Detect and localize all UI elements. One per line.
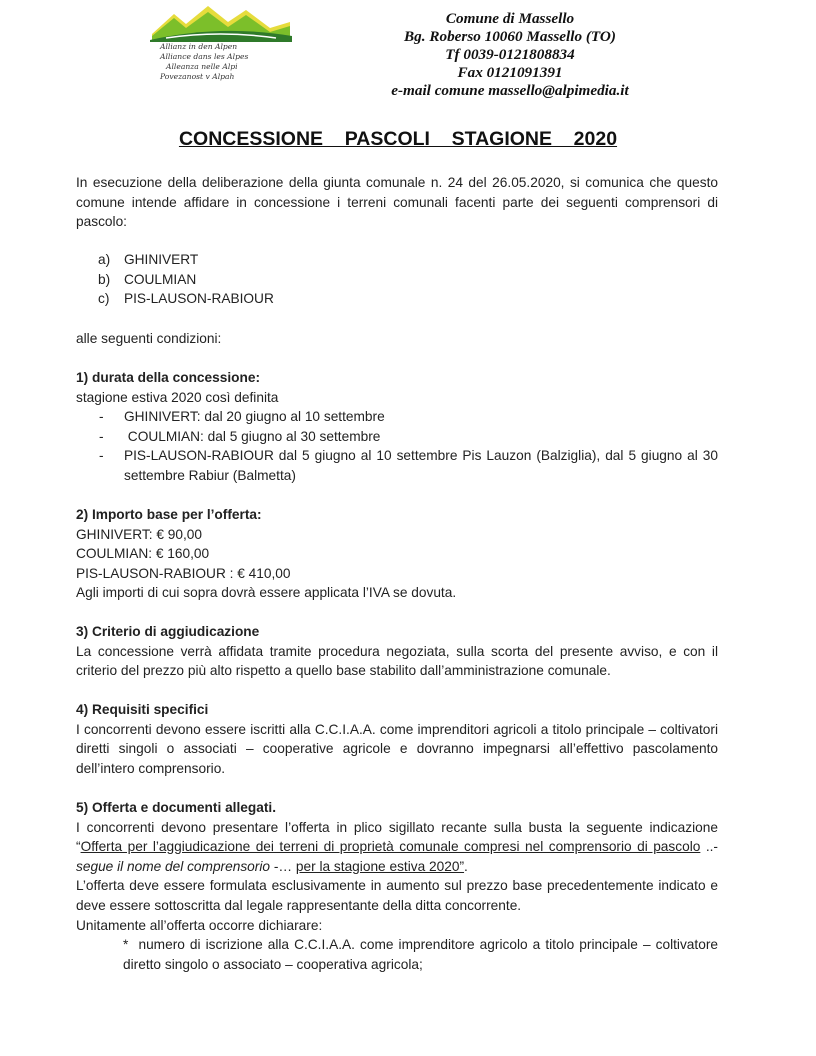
municipality-header [360,10,660,100]
declaration-item: * numero di iscrizione alla C.C.I.A.A. come imprenditore agricolo a titolo principale – coltivatore diretto singolo o associato – cooperativa agricola; [123,937,719,972]
intro-paragraph: In esecuzione della deliberazione della giunta comunale n. 24 del 26.05.2020, si comunica che questo comune intende affidare in concessione i terreni comunali facenti parte dei seguenti comprensori di pascolo: [76,175,718,230]
document-title: CONCESSIONE PASCOLI STAGIONE 2020 [178,128,618,150]
section-text: I concorrenti devono essere iscritti alla C.C.I.A.A. come imprenditori agricoli a titolo principale – coltivatori diretti singoli o associati – cooperative agricole e dovranno impegnarsi all’effettivo pascolamento dell’intero comprensorio. [76,721,718,776]
section-heading: 2) Importo base per l’offerta: [76,507,262,522]
municipality-address: Bg. Roberso 10060 Massello (TO) [404,28,616,45]
section-3 [76,622,718,681]
alps-logo-icon [146,0,296,42]
municipality-name: Comune di Massello [445,10,575,27]
vat-note: Agli importi di cui sopra dovrà essere applicata l’IVA se dovuta. [76,585,457,601]
municipality-phone: Tf 0039-0121808834 [445,46,575,63]
price-coulmian: COULMIAN: € 160,00 [76,546,210,562]
section-text: I concorrenti devono presentare l’offerta in plico sigillato recante sulla busta la seguente indicazione “Offerta per l’aggiudicazione dei terreni di proprietà comunale compresi nel comprensorio di pascolo ..- segue il nome del comprensorio -… per la stagione estiva 2020”. [76,819,718,874]
section-heading: 3) Criterio di aggiudicazione [76,624,260,639]
logo-text-it: Alleanza nelle Alpi [166,62,238,71]
logo-text-fr: Alliance dans les Alpes [160,52,249,61]
section-text: L’offerta deve essere formulata esclusivamente in aumento sul prezzo base precedentemente indicato e deve essere sottoscritta dal legale rappresentante della ditta concorrente. [76,878,718,913]
conditions-intro: alle seguenti condizioni: [76,331,222,346]
list-item: - PIS-LAUSON-RABIOUR dal 5 giugno al 10 settembre Pis Lauzon (Balziglia), dal 5 giugno al 30 settembre Rabiur (Balmetta) [99,448,718,483]
logo [146,0,296,95]
section-subtitle: stagione estiva 2020 così definita [76,389,279,405]
logo-text-de: Allianz in den Alpen [160,42,238,51]
list-item: - GHINIVERT: dal 20 giugno al 10 settembre [99,409,385,425]
section-heading: 1) durata della concessione: [76,370,261,385]
section-5 [76,798,718,935]
section-heading: 4) Requisiti specifici [76,702,209,717]
logo-text-sl: Povezanost v Alpah [160,72,235,81]
price-pis-lauson-rabiour: PIS-LAUSON-RABIOUR : € 410,00 [76,565,291,581]
list-item: b) COULMIAN [98,271,197,287]
section-2 [76,505,718,603]
section-1 [76,368,718,486]
price-ghinivert: GHINIVERT: € 90,00 [76,526,203,542]
section-4 [76,700,718,778]
list-item: - COULMIAN: dal 5 giugno al 30 settembre [99,428,381,444]
municipality-email: e-mail comune massello@alpimedia.it [391,82,629,99]
areas-list [76,250,718,309]
list-item: a) GHINIVERT [98,252,199,267]
section-text: La concessione verrà affidata tramite procedura negoziata, sulla scorta del presente avviso, e con il criterio del prezzo più alto rispetto a quello base stabilito dall’amministrazione comunale. [76,643,718,679]
section-heading: 5) Offerta e documenti allegati. [76,800,277,815]
municipality-fax: Fax 0121091391 [457,64,563,81]
section-text: Unitamente all’offerta occorre dichiarare: [76,917,323,933]
list-item: c) PIS-LAUSON-RABIOUR [98,291,274,307]
